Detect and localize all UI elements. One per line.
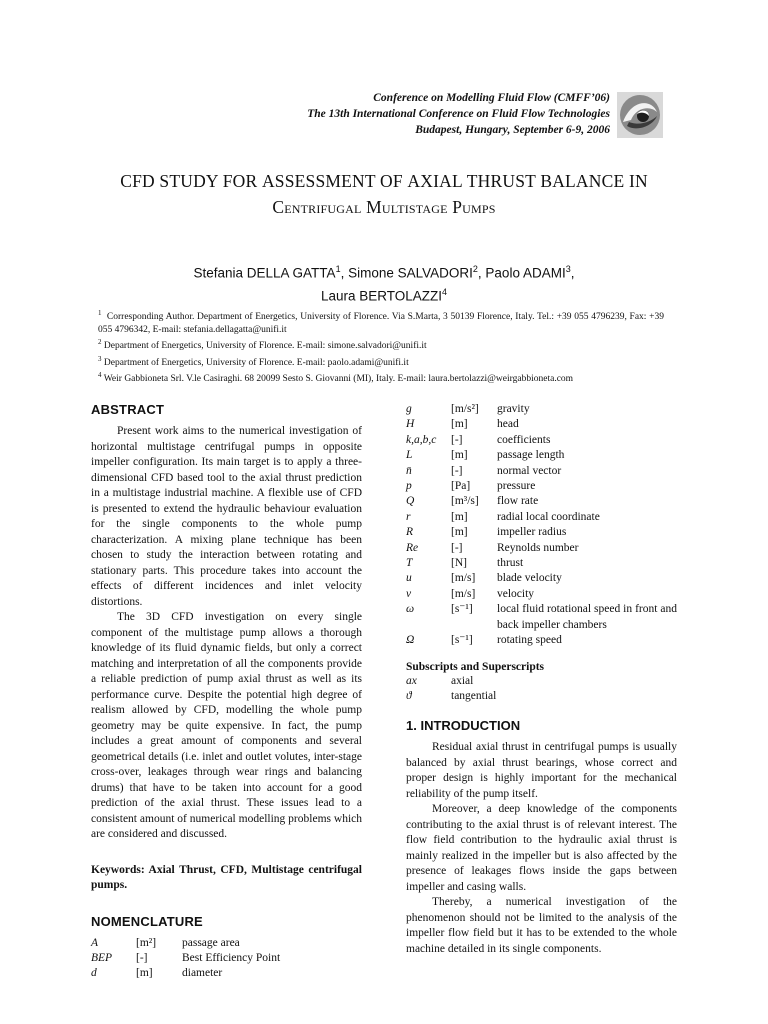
abstract-paragraph: Present work aims to the numerical investigation of horizontal multistage centrifugal pumps in opposite impeller configuration. Its main target is to apply a three-dimensional CFD based tool to the axial thrust prediction in a multistage industrial machine. A flexible use of CFD is presented to extend the hydraulic behaviour evaluation for the single components to the whole pump characterization. A mixing plane technique has been chosen to study the interaction between rotating and stationary parts. This procedure takes into account the effects of different incidences and inlet velocity distortions. — [91, 425, 362, 608]
keywords: Keywords: Axial Thrust, CFD, Multistage centrifugal pumps. — [91, 863, 362, 891]
introduction-heading: 1. INTRODUCTION — [406, 718, 521, 734]
nomenclature-row: d [m] diameter — [91, 967, 223, 980]
author-list: Stefania DELLA GATTA$^1$, Simone SALVADORI$^2$, Paolo ADAMI$^3$, Laura BERTOLAZZI$^4$ — [193, 264, 575, 303]
conference-header — [307, 90, 610, 138]
introduction-paragraph: Moreover, a deep knowledge of the components contributing to the axial thrust is of relevant interest. The flow field contribution to the hydraulic axial thrust is mainly realized in the impeller but is also affected by the presence of leakages flows inside the gaps between impeller and casing walls. — [406, 803, 677, 893]
affiliation-item: $^4$ Weir Gabbioneta Srl. V.le Casiraghi. 68 20099 Sesto S. Giovanni (MI), Italy. E-mail: laura.bertolazzi@weirgabbioneta.com — [98, 371, 574, 385]
author-name: Laura BERTOLAZZI — [320, 288, 443, 303]
nomenclature-heading: NOMENCLATURE — [91, 913, 203, 929]
left-column — [91, 402, 362, 982]
conference-name: Conference on Modelling Fluid Flow (CMFF’06) — [373, 92, 610, 104]
introduction-paragraph: Residual axial thrust in centrifugal pumps is usually balanced by axial thrust bearings, whose correct and proper design is highly important for the mechanical reliability of the pump itself. — [406, 741, 677, 800]
nomenclature-row: r [m] radial local coordinate — [406, 510, 600, 523]
nomenclature-row: L [m] passage length — [406, 449, 565, 462]
affiliation-item: $^3$ Department of Energetics, University of Florence. E-mail: paolo.adami@unifi.it — [98, 354, 409, 368]
nomenclature-table-right — [406, 402, 677, 649]
conference-subtitle: The 13th International Conference on Fluid Flow Technologies — [307, 108, 610, 120]
author-name: Stefania DELLA GATTA — [193, 265, 336, 281]
nomenclature-row: g [m/s²] gravity — [406, 403, 530, 415]
nomenclature-row: v [m/s] velocity — [406, 587, 535, 600]
conference-location-date: Budapest, Hungary, September 6-9, 2006 — [415, 124, 610, 136]
subscripts-heading: Subscripts and Superscripts — [406, 660, 545, 673]
nomenclature-table-left — [91, 936, 280, 982]
paper-title — [60, 168, 708, 220]
nomenclature-row: H [m] head — [406, 418, 519, 431]
nomenclature-row: u [m/s] blade velocity — [406, 572, 562, 585]
paper-title-line-2: Centrifugal Multistage Pumps — [272, 197, 496, 217]
affiliations — [98, 307, 664, 386]
nomenclature-row: n̄ [-] normal vector — [406, 464, 562, 477]
author-name: Paolo ADAMI — [485, 265, 566, 281]
affiliation-item: $^1$ Corresponding Author. Department of Energetics, University of Florence. Via S.Marta, 3 50139 Florence, Italy. Tel.: +39 055 4796239, Fax: +39 055 4796342, E-mail: stefania.dellagatta@unifi.it — [98, 309, 664, 335]
conference-logo-icon — [617, 92, 663, 138]
nomenclature-row: Q [m³/s] flow rate — [406, 495, 539, 508]
right-column — [406, 402, 677, 957]
nomenclature-row: T [N] thrust — [406, 557, 524, 570]
introduction-paragraph: Thereby, a numerical investigation of the phenomenon should not be limited to the analysis of the impeller flow field but it has to be extended to the whole machine detailed in its single components. — [406, 896, 677, 955]
nomenclature-row: A [m²] passage area — [91, 936, 240, 949]
author-name: Simone SALVADORI — [348, 265, 473, 281]
nomenclature-row: R [m] impeller radius — [406, 526, 567, 539]
nomenclature-row: BEP [-] Best Efficiency Point — [91, 951, 281, 964]
nomenclature-row: ϑ tangential — [406, 689, 497, 702]
abstract-heading: ABSTRACT — [91, 402, 165, 417]
nomenclature-row: ω [s⁻¹] local fluid rotational speed in front and back impeller chambers — [406, 603, 677, 631]
nomenclature-row: p [Pa] pressure — [406, 480, 536, 493]
nomenclature-row: k,a,b,c [-] coefficients — [406, 433, 551, 446]
nomenclature-row: Ω [s⁻¹] rotating speed — [406, 634, 562, 647]
nomenclature-row: ax axial — [406, 674, 474, 687]
paper-title-line-1: CFD STUDY FOR ASSESSMENT OF AXIAL THRUST BALANCE IN — [120, 171, 648, 191]
subscripts-table — [406, 674, 496, 705]
nomenclature-row: Re [-] Reynolds number — [406, 541, 579, 554]
abstract-paragraph: The 3D CFD investigation on every single component of the multistage pump allows a thorough knowledge of its fluid dynamic fields, but only a correct matching and interpretation of all the components provide a reliable prediction of pump axial thrust as well as its performance curve. Despite the potential high degree of realism allowed by CFD, modelling the whole pump geometry may be quite expensive. In fact, the pump includes a great amount of components and several geometrical details (i.e. inlet and outlet volutes, inter-stage cross-over, leakages through wear rings and balancing drums) that have to be taken into account for a good prediction of the axial thrust. These issues lead to a consistent amount of numerical modelling problems which are considered and discussed. — [91, 611, 362, 840]
affiliation-item: $^2$ Department of Energetics, University of Florence. E-mail: simone.salvadori@unifi.it — [98, 338, 427, 352]
